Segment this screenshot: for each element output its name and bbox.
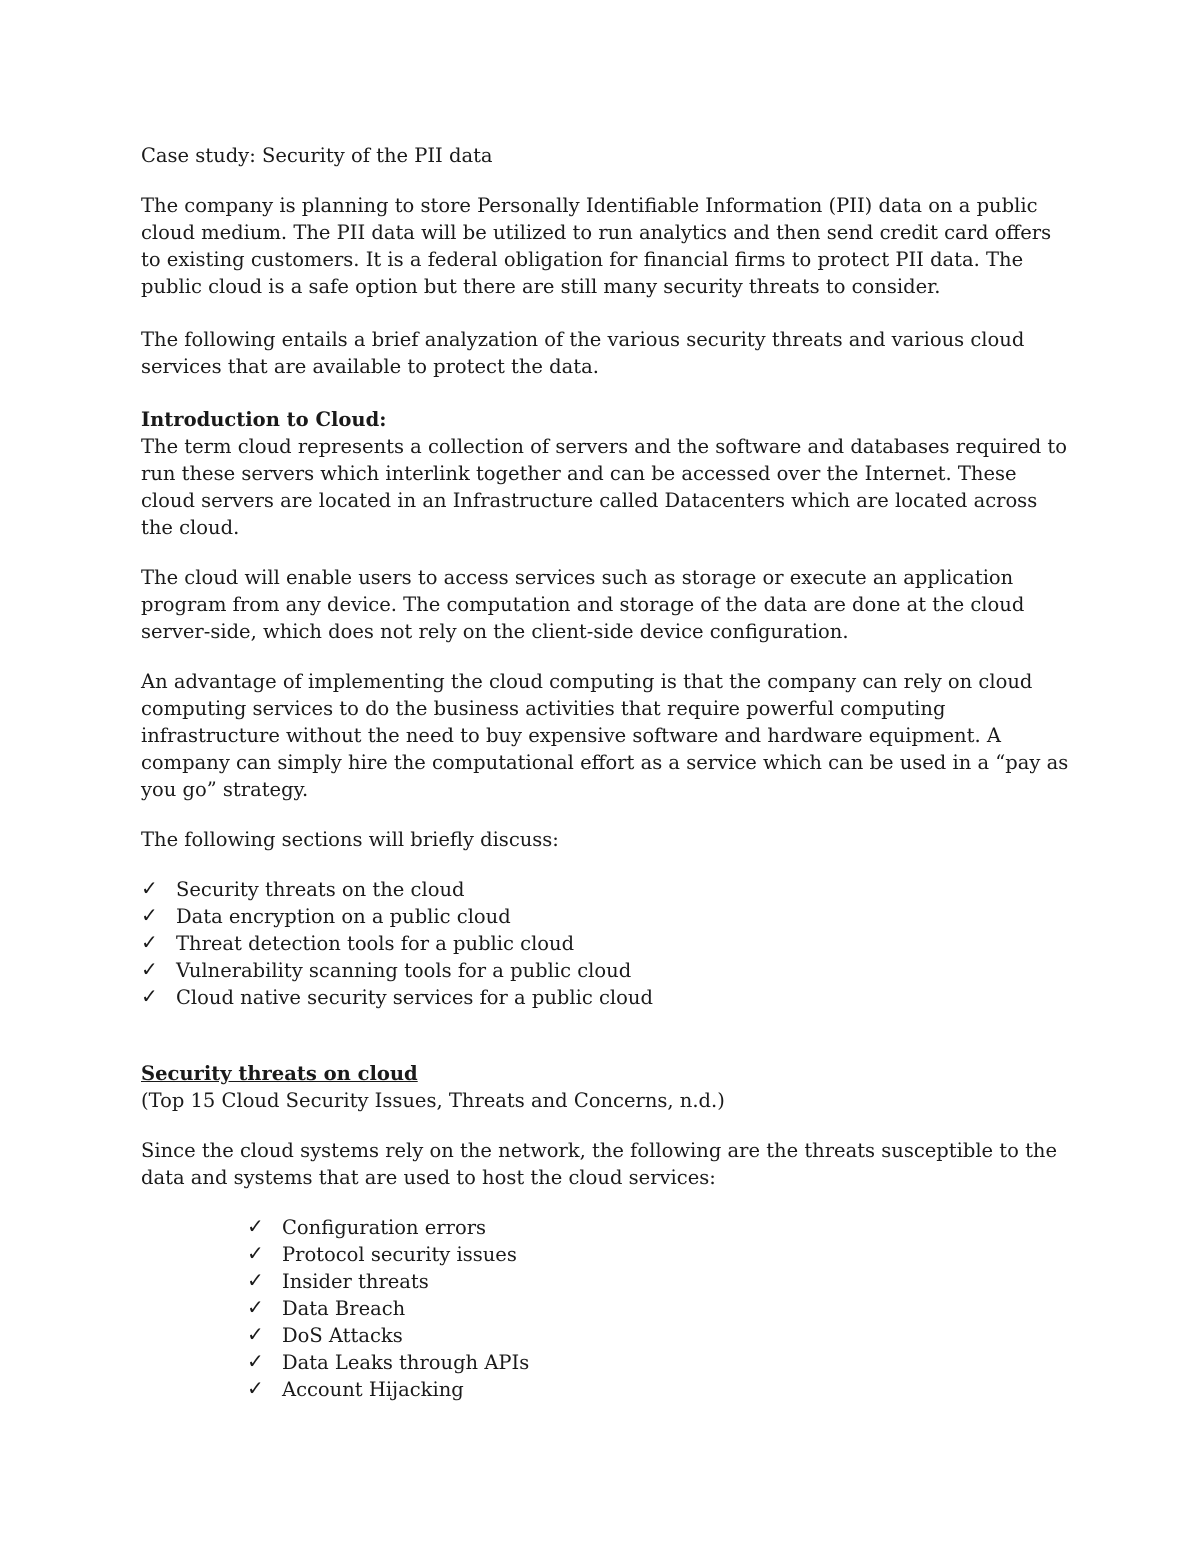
list-item: ✓ DoS Attacks [247,1322,403,1347]
cloud-intro-paragraph-3: An advantage of implementing the cloud computing is that the company can rely on cloud computing services to do the business activities that require powerful computing infrastructure without the need to buy expensive software and hardware equipment. A company can simply hire the computational effort as a service which can be used in a “pay as you go” strategy. [141,670,1069,801]
list-item: ✓ Data Leaks through APIs [247,1349,530,1374]
check-icon: ✓ [141,957,158,981]
threats-paragraph: Since the cloud systems rely on the network, the following are the threats susceptible to the data and systems that are used to host the cloud services: [141,1139,1058,1189]
sections-checklist [141,876,1071,1011]
threats-citation: (Top 15 Cloud Security Issues, Threats and Concerns, n.d.) [141,1089,725,1112]
list-item: ✓ Cloud native security services for a public cloud [141,984,653,1009]
check-icon: ✓ [247,1349,264,1373]
check-icon: ✓ [141,903,158,927]
check-icon: ✓ [141,876,158,900]
cloud-intro-paragraph-2: The cloud will enable users to access services such as storage or execute an application program from any device. The computation and storage of the data are done at the cloud server-side, which does not rely on the client-side device configuration. [141,566,1025,643]
list-item: ✓ Configuration errors [247,1214,487,1239]
cloud-intro-heading: Introduction to Cloud: [141,408,387,431]
check-icon: ✓ [141,930,158,954]
list-item: ✓ Data Breach [247,1295,406,1320]
list-item: ✓ Threat detection tools for a public cloud [141,930,575,955]
intro-paragraph-1: The company is planning to store Personally Identifiable Information (PII) data on a public cloud medium. The PII data will be utilized to run analytics and then send credit card offers to existing customers. It is a federal obligation for financial firms to protect PII data. The public cloud is a safe option but there are still many security threats to consider. [141,194,1052,298]
threats-heading: Security threats on cloud [141,1062,418,1085]
list-item: ✓ Security threats on the cloud [141,876,465,901]
document-title: Case study: Security of the PII data [141,144,493,167]
check-icon: ✓ [247,1268,264,1292]
check-icon: ✓ [141,984,158,1008]
check-icon: ✓ [247,1376,264,1400]
list-item: ✓ Data encryption on a public cloud [141,903,511,928]
document-page [141,142,1071,1403]
list-item: ✓ Account Hijacking [247,1376,464,1401]
list-item: ✓ Insider threats [247,1268,429,1293]
list-item: ✓ Protocol security issues [247,1241,517,1266]
check-icon: ✓ [247,1322,264,1346]
check-icon: ✓ [247,1214,264,1238]
check-icon: ✓ [247,1295,264,1319]
check-icon: ✓ [247,1241,264,1265]
cloud-intro-paragraph-1: The term cloud represents a collection of servers and the software and databases required to run these servers which interlink together and can be accessed over the Internet. These cloud servers are located in an Infrastructure called Datacenters which are located across the cloud. [141,435,1068,539]
cloud-intro-paragraph-4: The following sections will briefly discuss: [141,828,559,851]
list-item: ✓ Vulnerability scanning tools for a public cloud [141,957,632,982]
intro-paragraph-2: The following entails a brief analyzation of the various security threats and various cloud services that are available to protect the data. [141,328,1025,378]
threats-checklist [141,1214,1071,1403]
